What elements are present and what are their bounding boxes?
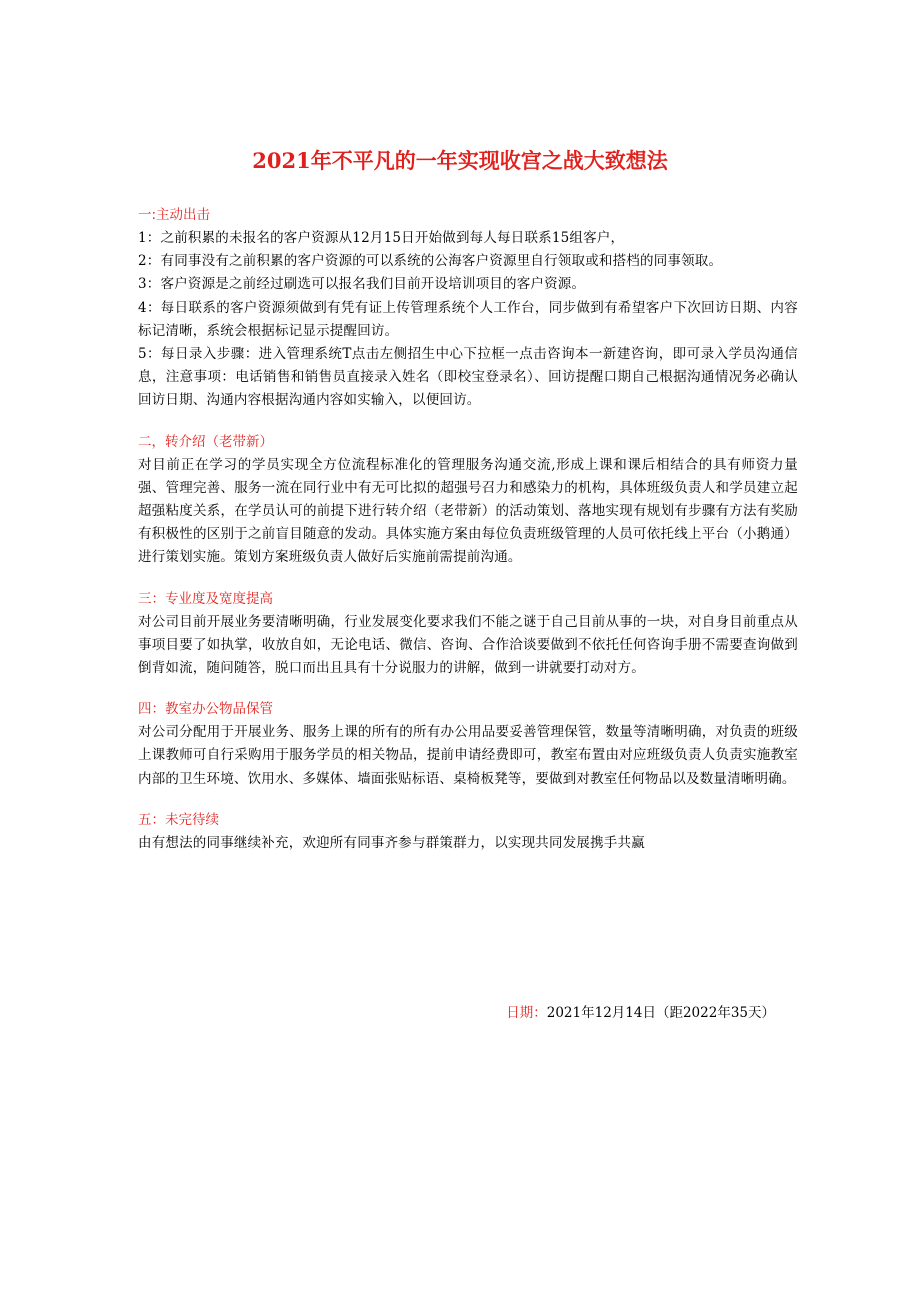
section-active-outreach bbox=[138, 204, 798, 413]
paragraph: 5：每日录入步骤：进入管理系统T点击左侧招生中心下拉框一点击咨询本一新建咨询，即可录入学员沟通信息，注意事项：电话销售和销售员直接录入姓名（即校宝登录名）、回访提醒口期自己根据沟通情况务必确认回访日期、沟通内容根据沟通内容如实输入，以便回访。 bbox=[138, 346, 798, 409]
paragraph: 对公司分配用于开展业务、服务上课的所有的所有办公用品要妥善管理保管，数量等清晰明确，对负责的班级上课教师可自行采购用于服务学员的相关物品，提前申请经费即可，教室布置由对应班级负责人负责实施教室内部的卫生环境、饮用水、多媒体、墙面张贴标语、桌椅板凳等，要做到对教室任何物品以及数量清晰明确。 bbox=[138, 724, 798, 787]
paragraph: 对公司目前开展业务要清晰明确，行业发展变化要求我们不能之谜于自己目前从事的一块，对自身目前重点从事项目要了如执掌，收放自如，无论电话、微信、咨询、合作洽谈要做到不依托任何咨询手册不需要查询做到倒背如流，随问随答，脱口而出且具有十分说服力的讲解，做到一讲就要打动对方。 bbox=[138, 613, 798, 677]
section-professionalism bbox=[138, 588, 798, 681]
document-title: 2021年不平凡的一年实现收宫之战大致想法 bbox=[252, 148, 668, 173]
date-value: 2021年12月14日（距2022年35天） bbox=[546, 1005, 775, 1021]
date-label: 日期： bbox=[506, 1005, 547, 1021]
paragraph: 4：每日联系的客户资源须做到有凭有证上传管理系统个人工作台，同步做到有希望客户下次回访日期、内容标记清晰，系统会根据标记显示提醒回访。 bbox=[138, 299, 798, 339]
section-heading: 四：教室办公物品保管 bbox=[138, 701, 273, 718]
paragraph: 由有想法的同事继续补充，欢迎所有同事齐参与群策群力，以实现共同发展携手共赢 bbox=[138, 834, 645, 851]
section-to-be-continued bbox=[138, 809, 798, 855]
section-heading: 五：未完待续 bbox=[138, 811, 219, 828]
paragraph: 2：有同事没有之前积累的客户资源的可以系统的公海客户资源里自行领取或和搭档的同事领取。 bbox=[138, 253, 723, 270]
section-referral bbox=[138, 431, 798, 570]
document-body bbox=[138, 204, 798, 855]
section-classroom-supplies bbox=[138, 698, 798, 791]
paragraph: 1：之前积累的未报名的客户资源从12月15日开始做到每人每日联系15组客户， bbox=[138, 230, 625, 246]
section-heading: 一:主动出击 bbox=[138, 207, 211, 223]
paragraph: 对目前正在学习的学员实现全方位流程标准化的管理服务沟通交流,形成上课和课后相结合的具有师资力量强、管理完善、服务一流在同行业中有无可比拟的超强号召力和感染力的机构，具体班级负责人和学员建立起超强粘度关系，在学员认可的前提下进行转介绍（老带新）的活动策划、落地实现有规划有步骤有方法有奖励有积极性的区别于之前盲目随意的发动。具体实施方案由每位负责班级管理的人员可依托线上平台（小鹅通）进行策划实施。策划方案班级负责人做好后实施前需提前沟通。 bbox=[138, 456, 798, 566]
paragraph: 3：客户资源是之前经过刷选可以报名我们目前开设培训项目的客户资源。 bbox=[138, 276, 586, 293]
section-heading: 二，转介绍（老带新） bbox=[138, 433, 273, 450]
section-heading: 三：专业度及宽度提高 bbox=[138, 590, 273, 607]
date-line bbox=[506, 1002, 775, 1025]
